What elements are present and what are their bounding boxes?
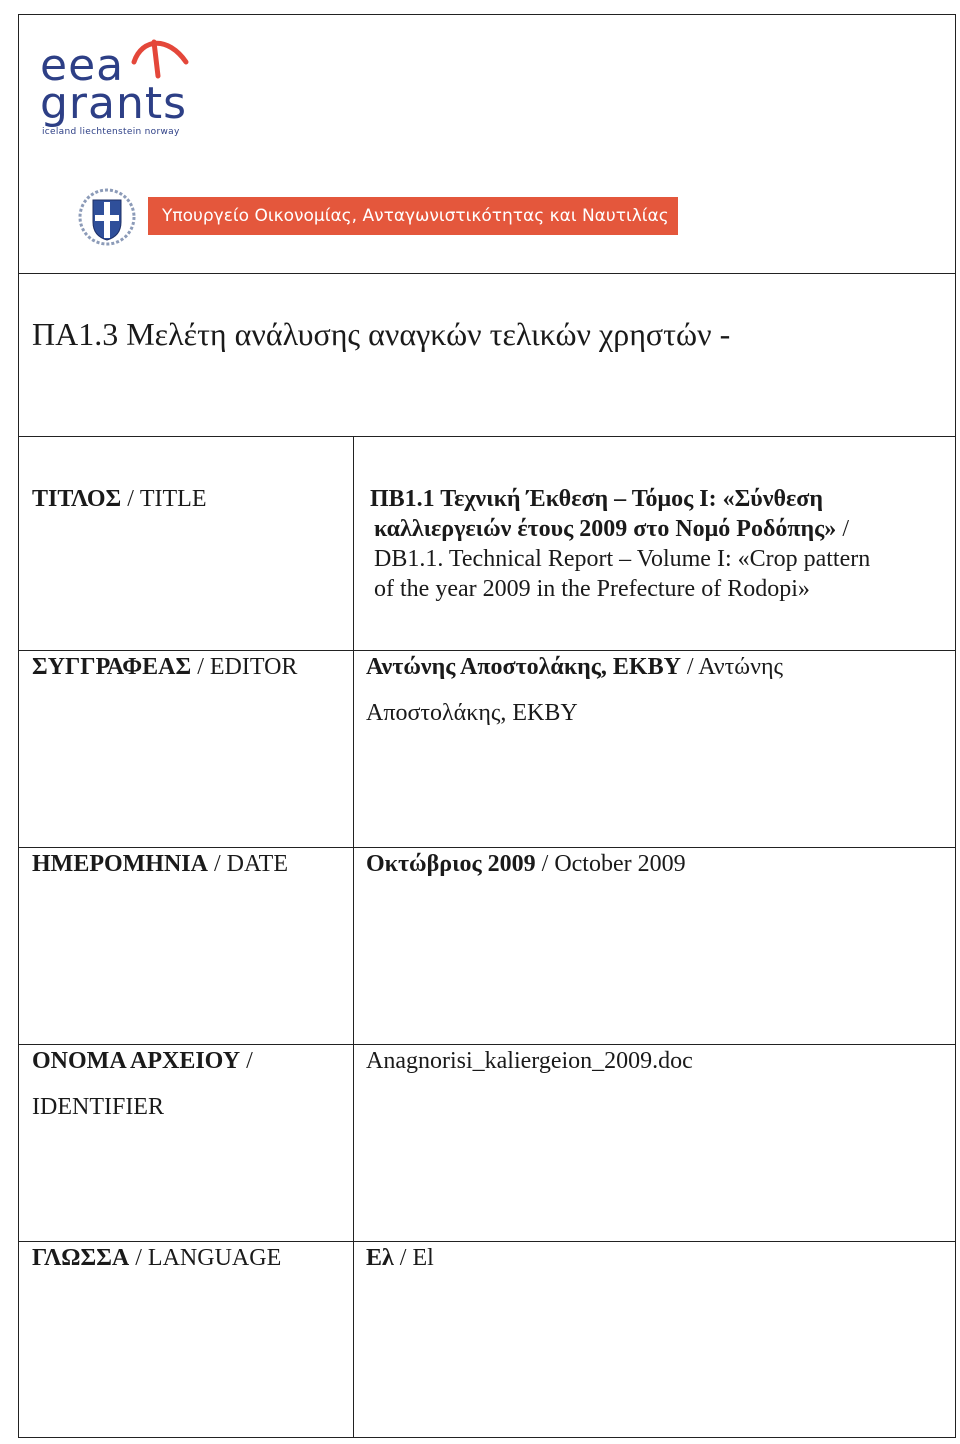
date-label-english: / DATE [207, 851, 288, 877]
logo-swoosh-icon [128, 32, 190, 80]
language-value [366, 1235, 946, 1281]
title-greek-1: ΠΒ1.1 Τεχνική Έκθεση – Τόμος Ι: «Σύνθεση [370, 486, 823, 512]
language-english: / El [393, 1245, 434, 1271]
identifier-value: Anagnorisi_kaliergeion_2009.doc [366, 1048, 693, 1074]
eea-grants-logo [40, 30, 190, 145]
divider-title [18, 436, 956, 437]
date-greek: Οκτώβριος 2009 [366, 851, 536, 877]
language-greek: Ελ [366, 1245, 394, 1271]
editor-value [366, 644, 946, 736]
column-divider [353, 436, 354, 1438]
identifier-label-line2: IDENTIFIER [32, 1094, 164, 1120]
document-title: ΠΑ1.3 Μελέτη ανάλυσης αναγκών τελικών χρηστών - [32, 316, 731, 352]
identifier-label-separator: / [240, 1048, 253, 1074]
title-value-line1 [370, 484, 954, 514]
title-label [32, 476, 342, 522]
editor-label-english: / EDITOR [191, 654, 298, 680]
editor-label-greek: ΣΥΓΓΡΑΦΕΑΣ [32, 654, 192, 680]
logo-word-bottom: grants [40, 78, 188, 129]
title-value-line4: of the year 2009 in the Prefecture of Rodopi» [374, 576, 810, 602]
ministry-banner: Υπουργείο Οικονομίας, Ανταγωνιστικότητας και Ναυτιλίας [148, 197, 678, 235]
identifier-label-greek: ΟΝΟΜΑ ΑΡΧΕΙΟΥ [32, 1048, 241, 1074]
date-english: / October 2009 [535, 851, 686, 877]
editor-value-line2: Αποστολάκης, ΕΚΒΥ [366, 700, 578, 726]
divider-header [18, 273, 956, 274]
language-label [32, 1235, 342, 1281]
title-label-greek: ΤΙΤΛΟΣ [32, 486, 122, 512]
title-separator: / [836, 516, 849, 542]
date-label-greek: ΗΜΕΡΟΜΗΝΙΑ [32, 851, 208, 877]
title-value-line3: DB1.1. Technical Report – Volume I: «Crop pattern [374, 546, 871, 572]
logo-word-top: eea [40, 40, 125, 91]
language-label-greek: ΓΛΩΣΣΑ [32, 1245, 130, 1271]
editor-greek: Αντώνης Αποστολάκης, ΕΚΒΥ [366, 654, 681, 680]
language-label-english: / LANGUAGE [129, 1245, 282, 1271]
title-label-english: / TITLE [121, 486, 207, 512]
greek-coat-of-arms-icon [78, 188, 136, 246]
editor-english-1: / Αντώνης [680, 654, 783, 680]
date-label [32, 841, 342, 887]
title-greek-2: καλλιεργειών έτους 2009 στο Νομό Ροδόπης» [374, 516, 837, 542]
title-value [370, 484, 954, 604]
date-value [366, 841, 946, 887]
editor-label [32, 644, 342, 690]
title-value-line2 [374, 514, 954, 544]
identifier-label-line1 [32, 1038, 342, 1084]
logo-subtitle: iceland liechtenstein norway [42, 127, 180, 137]
identifier-label [32, 1038, 342, 1130]
editor-value-line1 [366, 644, 946, 690]
